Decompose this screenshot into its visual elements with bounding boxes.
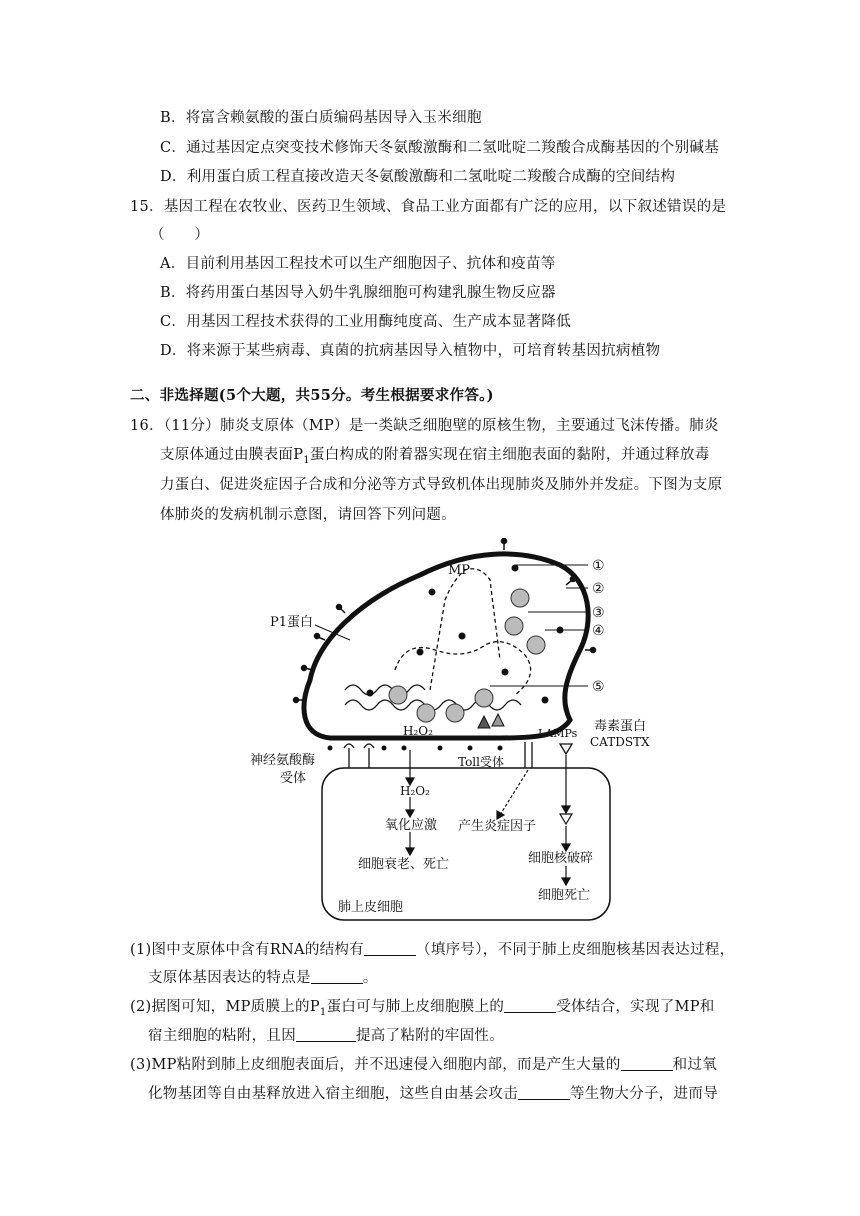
q16-sub2-line1 bbox=[130, 997, 715, 1023]
q16-stem-line4: 体肺炎的发病机制示意图，请回答下列问题。 bbox=[160, 507, 456, 523]
label-5: ⑤ bbox=[592, 679, 605, 695]
h2o2-cell-label: H₂O₂ bbox=[400, 784, 430, 798]
receptor-label-line1: 神经氨酸酶 bbox=[250, 753, 316, 768]
toxin-triangles bbox=[478, 714, 504, 728]
section-heading: 二、非选择题(5个大题，共55分。考生根据要求作答。) bbox=[130, 387, 494, 404]
label-1: ① bbox=[592, 558, 605, 574]
toxin-label-line2: CATDSTX bbox=[590, 735, 650, 749]
inflammatory-factor-label: 产生炎症因子 bbox=[458, 819, 537, 834]
label-2: ② bbox=[592, 581, 605, 597]
q16-sub1-line2 bbox=[148, 968, 378, 988]
q15-option-c: C．用基因工程技术获得的工业用酶纯度高、生产成本显著降低 bbox=[160, 314, 571, 330]
q16-sub2-text-e: 提高了粘附的牢固性。 bbox=[356, 1028, 504, 1044]
cell-death-label: 细胞死亡 bbox=[538, 888, 591, 903]
q16-sub1-line1 bbox=[130, 940, 734, 960]
nucleoid-coil-upper bbox=[430, 569, 500, 690]
answer-blank-2[interactable] bbox=[311, 969, 363, 984]
senescence-death-label: 细胞衰老、死亡 bbox=[358, 857, 450, 872]
lamps-label: LAMPs bbox=[538, 727, 578, 740]
mp-label: MP bbox=[448, 563, 471, 578]
p1-protein-label: P1蛋白 bbox=[270, 615, 314, 630]
q14-option-b: B．将富含赖氨酸的蛋白质编码基因导入玉米细胞 bbox=[160, 110, 482, 126]
answer-blank-6[interactable] bbox=[518, 1085, 570, 1100]
label-leader-lines bbox=[315, 565, 588, 686]
q16-sub2-line2 bbox=[148, 1026, 504, 1046]
q15-answer-paren: （ ） bbox=[150, 227, 210, 243]
q16-sub3-text-d: 等生物大分子，进而导 bbox=[570, 1086, 718, 1102]
q16-stem-line2-text-a: 支原体通过由膜表面P bbox=[160, 447, 304, 463]
nucleus-fragmentation-label: 细胞核破碎 bbox=[528, 851, 594, 866]
answer-blank-5[interactable] bbox=[621, 1056, 673, 1071]
q16-sub3-line1 bbox=[130, 1055, 717, 1075]
nucleoid-coil-left bbox=[345, 685, 425, 695]
q16-stem-line2 bbox=[160, 445, 710, 471]
q16-sub2-text-b: 蛋白可与肺上皮细胞膜上的 bbox=[326, 999, 505, 1015]
mp-pathogenesis-diagram bbox=[240, 538, 660, 928]
oxidative-stress-label: 氧化应激 bbox=[385, 818, 438, 833]
q16-sub3-text-c: 化物基团等自由基释放进入宿主细胞，这些自由基会攻击 bbox=[148, 1086, 518, 1102]
q16-sub3-text-b: 和过氧 bbox=[672, 1057, 718, 1073]
q16-sub2-text-d: 宿主细胞的粘附，且因 bbox=[148, 1028, 296, 1044]
receptor-label-line2: 受体 bbox=[280, 771, 307, 786]
lung-epithelial-cell-label: 肺上皮细胞 bbox=[338, 900, 404, 915]
q15-option-d: D．将来源于某些病毒、真菌的抗病基因导入植物中，可培育转基因抗病植物 bbox=[160, 343, 661, 359]
label-3: ③ bbox=[592, 605, 605, 621]
q16-sub1-text-d: 。 bbox=[362, 970, 378, 986]
answer-blank-1[interactable] bbox=[364, 941, 416, 956]
q16-stem-line2-text-b: 蛋白构成的附着器实现在宿主细胞表面的黏附，并通过释放毒 bbox=[309, 447, 710, 463]
nucleoid-coil-mid bbox=[395, 642, 531, 695]
q16-sub1-text-c: 支原体基因表达的特点是 bbox=[148, 970, 311, 986]
answer-blank-4[interactable] bbox=[296, 1027, 356, 1042]
answer-blank-3[interactable] bbox=[504, 998, 556, 1013]
h2o2-top-label: H₂O₂ bbox=[403, 724, 433, 738]
toxin-label-line1: 毒素蛋白 bbox=[594, 719, 647, 734]
q15-option-a: A．目前利用基因工程技术可以生产细胞因子、抗体和疫苗等 bbox=[160, 256, 556, 272]
label-4: ④ bbox=[592, 623, 605, 639]
q16-sub3-line2 bbox=[148, 1084, 718, 1104]
q15-option-b: B．将药用蛋白基因导入奶牛乳腺细胞可构建乳腺生物反应器 bbox=[160, 285, 556, 301]
q15-stem: 15．基因工程在农牧业、医药卫生领域、食品工业方面都有广泛的应用，以下叙述错误的是 bbox=[130, 199, 727, 215]
q14-option-c: C．通过基因定点突变技术修饰天冬氨酸激酶和二氢吡啶二羧酸合成酶基因的个别碱基 bbox=[160, 140, 719, 156]
q16-sub2-text-c: 受体结合，实现了MP和 bbox=[556, 999, 715, 1015]
q14-option-d: D．利用蛋白质工程直接改造天冬氨酸激酶和二氢吡啶二羧酸合成酶的空间结构 bbox=[160, 169, 676, 185]
toll-receptor-label: Toll受体 bbox=[458, 755, 504, 769]
q16-sub2-text-a: (2)据图可知，MP质膜上的P bbox=[130, 999, 320, 1015]
q16-sub1-text-b: （填序号），不同于肺上皮细胞核基因表达过程， bbox=[416, 942, 735, 958]
q16-sub1-text-a: (1)图中支原体中含有RNA的结构有 bbox=[130, 942, 365, 958]
q16-stem-line3: 力蛋白、促进炎症因子合成和分泌等方式导致机体出现肺炎及肺外并发症。下图为支原 bbox=[160, 477, 723, 493]
q16-subscript: 1 bbox=[303, 454, 310, 466]
q16-sub3-text-a: (3)MP粘附到肺上皮细胞表面后，并不迅速侵入细胞内部，而是产生大量的 bbox=[130, 1057, 621, 1073]
q16-stem-line1: 16．（11分）肺炎支原体（MP）是一类缺乏细胞壁的原核生物，主要通过飞沫传播。肺炎 bbox=[130, 418, 719, 434]
q16-sub2-subscript: 1 bbox=[319, 1006, 327, 1018]
